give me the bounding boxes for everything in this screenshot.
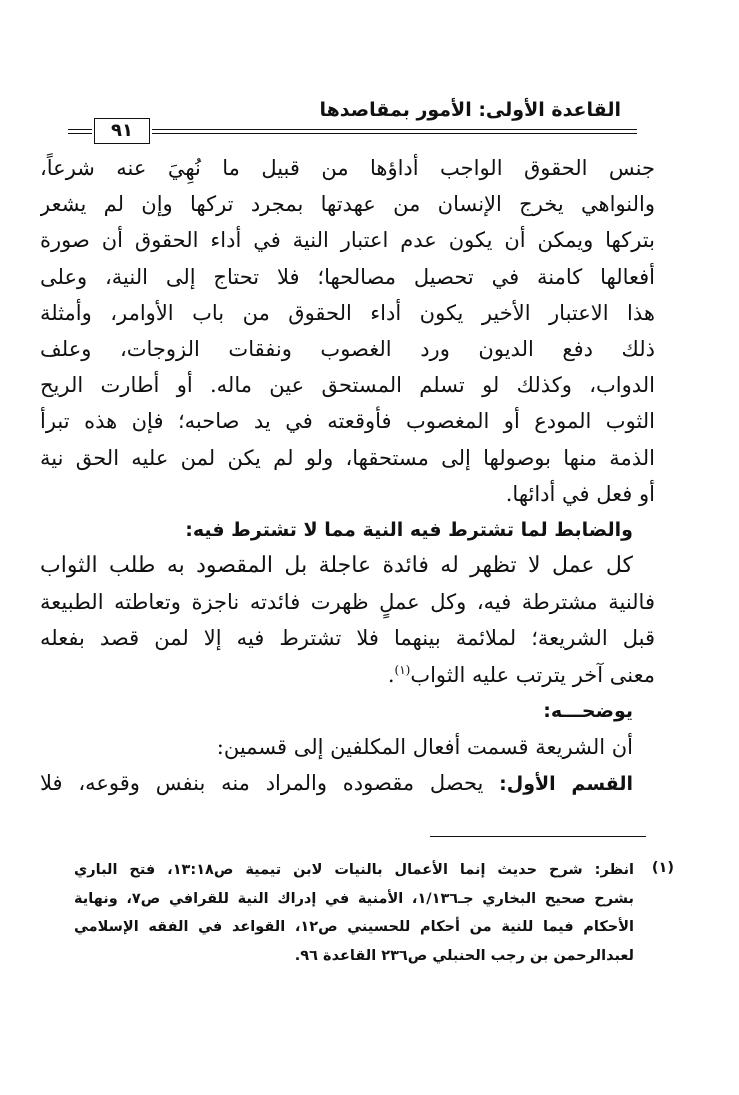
rule-line: فالنية مشترطة فيه، وكل عملٍ ظهرت فائدته ناجزة وتعاطته الطبيعة <box>40 590 655 615</box>
running-header-title: القاعدة الأولى: الأمور بمقاصدها <box>319 99 621 121</box>
footnote-block <box>74 856 674 970</box>
rule-line: معنى آخر يترتب عليه الثواب$^{(١)}$. <box>387 662 655 687</box>
footnote-marker: (١) <box>651 860 674 876</box>
first-part-label: القسم الأول: <box>499 773 633 796</box>
text-line: جنس الحقوق الواجب أداؤها من قبيل ما نُهِيَ عنه شرعاً، <box>40 156 655 180</box>
text-line: الدواب، وكذلك لو تسلم المستحق عين ماله. أو أطارت الريح <box>40 373 655 398</box>
first-part-text: يحصل مقصوده والمراد منه بنفس وقوعه، فلا <box>40 771 484 796</box>
text-line: ذلك دفع الديون ورد الغصوب ونفقات الزوجات، وعلف <box>40 336 655 361</box>
footnote-line: الأحكام فيما للنية من أحكام للحسيني ص١٢، القواعد في الفقه الإسلامي <box>74 919 634 935</box>
text-line: أفعالها كامنة في تحصيل مصالحها؛ فلا تحتاج إلى النية، وعلى <box>40 264 655 289</box>
page-number: ٩١ <box>94 118 150 144</box>
text-line: أو فعل في أدائها. <box>505 481 655 506</box>
footnote-line: انظر: شرح حديث إنما الأعمال بالنيات لابن تيمية ص١٣:١٨، فتح الباري <box>74 862 634 878</box>
explain-heading: يوضحـــه: <box>543 699 633 722</box>
footnote-separator <box>430 836 646 837</box>
section-heading: والضابط لما تشترط فيه النية مما لا تشترط فيه: <box>185 518 633 541</box>
rule-line: قبل الشريعة؛ لملائمة بينهما فلا تشترط فيه إلا لمن قصد بفعله <box>40 626 655 651</box>
text-line: هذا الاعتبار الأخير يكون أداء الحقوق من باب الأوامر، وأمثلة <box>40 300 655 325</box>
text-line: بتركها ويمكن أن يكون عدم اعتبار النية في أداء الحقوق أن صورة <box>40 228 655 253</box>
footnote-line: لعبدالرحمن بن رجب الحنبلي ص٢٣٦ القاعدة ٩٦. <box>294 947 634 964</box>
main-text <box>40 150 655 801</box>
text-line: والنواهي يخرج الإنسان من عهدتها بمجرد تركها وإن لم يشعر <box>40 192 655 217</box>
header-rule-right <box>152 129 637 134</box>
division-line: أن الشريعة قسمت أفعال المكلفين إلى قسمين: <box>216 735 633 759</box>
first-part-line <box>40 765 655 801</box>
footnote-line: بشرح صحيح البخاري جـ١/١٣٦، الأمنية في إدراك النية للقرافي ص٧، ونهاية <box>74 890 634 907</box>
rule-line: كل عمل لا تظهر له فائدة عاجلة بل المقصود به طلب الثواب <box>40 553 633 579</box>
text-line: الثوب المودع أو المغصوب فأوقعته في يد صاحبه؛ فإن هذه تبرأ <box>40 409 655 434</box>
header-rule-left <box>68 129 92 134</box>
text-line: الذمة منها بوصولها إلى مستحقها، ولو لم يكن لمن عليه الحق نية <box>40 445 655 470</box>
footnote-reference[interactable]: (١) <box>394 662 411 677</box>
rule-line-text: معنى آخر يترتب عليه الثواب <box>410 662 655 687</box>
